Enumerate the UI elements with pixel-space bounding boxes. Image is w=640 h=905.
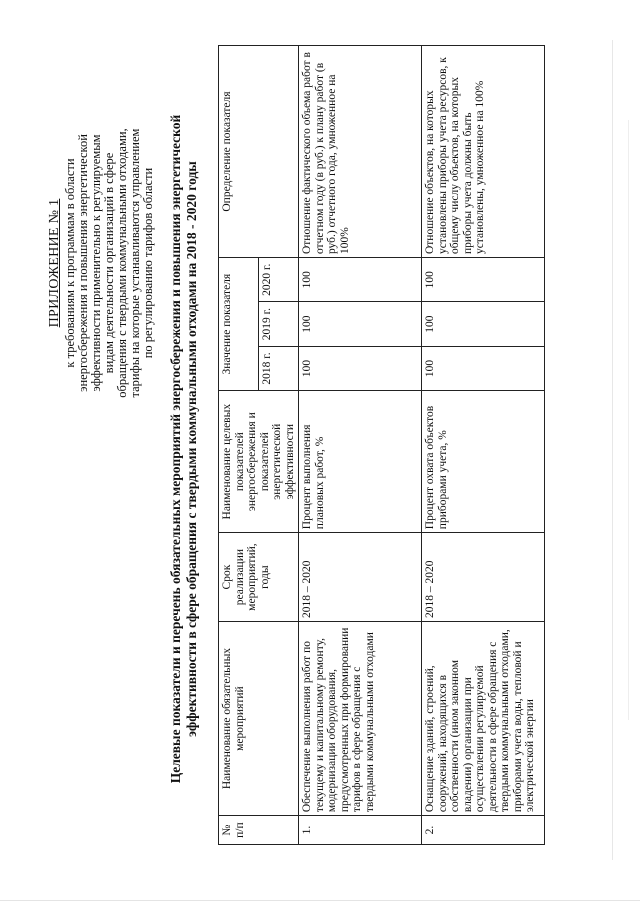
- appendix-line: обращения с твердыми коммунальными отходами,: [114, 127, 129, 398]
- row-definition: Отношение объектов, на которых установлены приборы учета ресурсов, к общему числу объектов, на которых приборы учета должны быть установлены, умноженное на 100%: [422, 45, 545, 257]
- header-indicator: Наименование целевых показателей энергосбережения и показателей энергетической эффективности: [219, 390, 299, 532]
- appendix-line: тарифы на которые устанавливаются управлением: [127, 128, 142, 397]
- row-definition: Отношение фактического объема работ в отчетном году (в руб.) к плану работ (в руб.) отчетного года, умноженное на 100%: [299, 45, 422, 257]
- appendix-heading: ПРИЛОЖЕНИЕ № 1: [47, 198, 62, 327]
- appendix-line: энергосбережения и повышения энергетической: [75, 133, 90, 392]
- header-year: 2019 г.: [259, 301, 299, 345]
- header-year: 2018 г.: [259, 346, 299, 390]
- header-year: 2020 г.: [259, 257, 299, 301]
- header-measure: Наименование обязательных мероприятий: [219, 621, 299, 815]
- appendix-line: видам деятельности организаций в сфере: [101, 152, 116, 373]
- header-value: Значение показателя: [219, 257, 259, 390]
- header-term: Срок реализации мероприятий, годы: [219, 532, 299, 621]
- table-row: [299, 45, 422, 844]
- header-num: № п/п: [219, 815, 299, 844]
- appendix-line: по регулированию тарифов области: [140, 167, 155, 358]
- table-title-line-2: эффективности в сфере обращения с твердыми коммунальными отходами на 2018 - 2020 годы: [184, 160, 199, 737]
- row-num: 2.: [422, 815, 545, 844]
- row-value-2018: 100: [422, 346, 545, 390]
- row-value-2020: 100: [299, 257, 422, 301]
- table-title: [168, 29, 200, 869]
- appendix-block: [48, 53, 155, 473]
- row-indicator: Процент выполнения плановых работ, %: [299, 390, 422, 532]
- table-title-line-1: Целевые показатели и перечень обязательных мероприятий энергосбережения и повышения энергетической: [168, 114, 183, 783]
- row-value-2020: 100: [422, 257, 545, 301]
- table-row: [422, 45, 545, 844]
- row-indicator: Процент охвата объектов приборами учета, %: [422, 390, 545, 532]
- row-term: 2018 – 2020: [422, 532, 545, 621]
- row-value-2019: 100: [422, 301, 545, 345]
- row-num: 1.: [299, 815, 422, 844]
- appendix-line: эффективности применительно к регулируемым: [88, 133, 103, 392]
- row-value-2019: 100: [299, 301, 422, 345]
- row-value-2018: 100: [299, 346, 422, 390]
- table-header-row: [219, 45, 259, 844]
- appendix-line: к требованиям к программам в области: [62, 157, 77, 368]
- header-definition: Определение показателя: [219, 45, 299, 257]
- indicators-table: [218, 45, 545, 845]
- row-measure: Обеспечение выполнения работ по текущему и капитальному ремонту, модернизации оборудования, предусмотренных при формировании тарифов в сфере обращения с твердыми коммунальными отходами: [299, 621, 422, 815]
- rotated-page: [40, 23, 600, 883]
- row-measure: Оснащение зданий, строений, сооружений, находящихся в собственности (ином законном владении) организации при осуществлении регулируемой деятельности в сфере обращения с твердыми коммунальными отходами, приборами учета воды, тепловой и электрической энергии: [422, 621, 545, 815]
- row-term: 2018 – 2020: [299, 532, 422, 621]
